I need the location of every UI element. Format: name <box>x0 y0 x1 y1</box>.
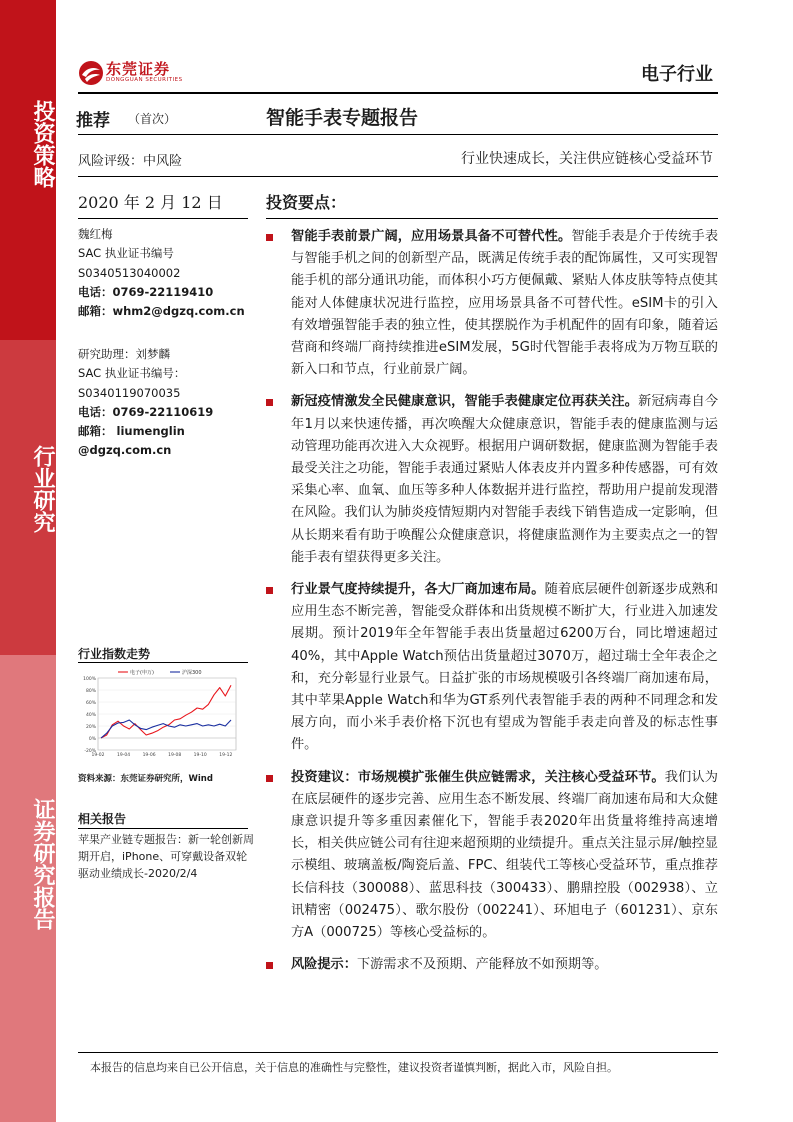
key-point-lead: 行业景气度持续提升，各大厂商加速布局。 <box>291 582 545 598</box>
assistant-cert-label: SAC 执业证书编号： <box>78 366 186 381</box>
chart-y-tick-label: 0% <box>88 736 96 742</box>
analyst-name: 魏红梅 <box>78 227 113 241</box>
chart-y-tick-label: 60% <box>85 700 96 706</box>
assistant-email: 邮箱： liumenglin <box>78 424 185 439</box>
assistant-name: 研究助理：刘梦麟 <box>78 347 170 361</box>
related-rule <box>78 828 248 829</box>
sidebar-label-strategy: 投资策略 <box>30 100 55 188</box>
key-point <box>266 954 718 976</box>
industry-label: 电子行业 <box>641 64 713 85</box>
sidebar-segment-industry <box>0 340 56 655</box>
logo-name-en: DONGGUAN SECURITIES <box>106 77 183 83</box>
chart-x-tick-label: 19-06 <box>142 753 156 758</box>
key-point-body: 新冠病毒自今年1月以来快速传播，再次唤醒大众健康意识，智能手表的健康监测与运动管理功能再次进入大众视野。根据用户调研数据，健康监测为智能手表最受关注之功能，智能手表通过紧贴人体表皮并内置多种传感器，可有效采集心率、血氧、血压等多种人体数据并进行监控，帮助用户提前发现潜在风险。我们认为肺炎疫情短期内对智能手表线下销售造成一定影响，但从长期来看有助于唤醒公众健康意识，将健康监测作为主要卖点之一的智能手表有望获得更多关注。 <box>291 394 719 565</box>
analyst-cert-no: S0340513040002 <box>78 265 181 280</box>
date-rule <box>78 218 248 219</box>
related-report: 苹果产业链专题报告：新一轮创新周期开启，iPhone、可穿戴设备双轮驱动业绩成长-2020/2/4 <box>78 833 254 880</box>
sidebar-segment-report <box>0 655 56 1122</box>
report-subtitle: 行业快速成长，关注供应链核心受益环节 <box>461 151 713 167</box>
key-point-body: 下游需求不及预期、产能释放不如预期等。 <box>356 957 608 973</box>
sidebar <box>0 0 56 1122</box>
bullet-square-icon <box>266 962 273 969</box>
chart-x-tick-label: 19-04 <box>117 753 131 758</box>
report-title: 智能手表专题报告 <box>266 107 419 129</box>
analyst-cert-label: SAC 执业证书编号 <box>78 246 174 261</box>
key-point-body: 我们认为在底层硬件的逐步完善、应用生态不断发展、终端厂商加速布局和大众健康意识提升等多重因素催化下，智能手表2020年出货量将维持高速增长，相关供应链公司有往迎来超预期的业绩提升。重点关注显示屏/触控显示模组、玻璃盖板/陶瓷后盖、FPC、组装代工等核心受益环节，重点推荐长信科技（300088）、蓝思科技（300433）、鹏鼎控股（002938）、立讯精密（002475）、歌尔股份（002241）、环旭电子（601231）、京东方A（000725）等核心受益标的。 <box>291 769 718 941</box>
key-points-title: 投资要点： <box>266 193 347 212</box>
disclaimer: 本报告的信息均来自已公开信息，关于信息的准确性与完整性，建议投资者谨慎判断，据此入市，风险自担。 <box>90 1061 618 1074</box>
analyst-email: 邮箱：whm2@dgzq.com.cn <box>78 304 245 319</box>
assistant-phone: 电话：0769-22110619 <box>78 404 214 419</box>
assistant-info <box>78 345 213 461</box>
key-point <box>266 767 718 945</box>
key-point-lead: 投资建议：市场规模扩张催生供应链需求，关注核心受益环节。 <box>291 769 665 785</box>
logo-name-cn: 东莞证券 <box>106 60 171 78</box>
index-chart-rule <box>78 662 248 663</box>
index-chart-heading: 行业指数走势 <box>78 647 151 661</box>
chart-source: 资料来源：东莞证券研究所，Wind <box>78 774 213 784</box>
chart-x-tick-label: 19-08 <box>168 753 182 758</box>
sidebar-label-industry: 行业研究 <box>30 445 55 533</box>
chart-y-tick-label: 40% <box>85 712 96 718</box>
chart-x-tick-label: 19-10 <box>193 753 207 758</box>
key-point-body: 智能手表是介于传统手表与智能手机之间的创新型产品，既满足传统手表的配饰属性，又可实现智能手机的部分通讯功能，而体积小巧方便佩戴、紧贴人体皮肤等特点使其能对人体健康状况进行监控，应用场景具备不可替代性。eSIM卡的引入有效增强智能手表的独立性，使其摆脱作为手机配件的固有印象，随着运营商和终端厂商持续推进eSIM发展，5G时代智能手表将成为万物互联的新入口和节点，行业前景广阔。 <box>291 229 719 378</box>
key-points <box>266 226 718 987</box>
chart-series-line <box>101 720 231 738</box>
recommendation-note: （首次） <box>128 112 177 126</box>
bullet-square-icon <box>266 587 273 594</box>
key-point-lead: 风险提示： <box>291 957 357 973</box>
chart-x-tick-label: 19-12 <box>219 753 233 758</box>
footer-rule <box>78 1052 718 1053</box>
subtitle-rule <box>78 176 718 177</box>
sidebar-segment-strategy <box>0 0 56 340</box>
header-rule <box>78 92 718 94</box>
risk-rating: 风险评级：中风险 <box>78 154 183 169</box>
sidebar-label-report: 证券研究报告 <box>30 798 55 930</box>
key-point <box>266 579 718 757</box>
chart-y-tick-label: 100% <box>83 676 96 682</box>
analyst-phone: 电话：0769-22119410 <box>78 284 214 299</box>
chart-y-tick-label: 20% <box>85 724 96 730</box>
recommendation: 推荐 <box>76 111 110 131</box>
key-points-rule <box>266 218 718 219</box>
index-chart-svg <box>78 666 241 766</box>
key-point <box>266 226 718 381</box>
chart-y-tick-label: 80% <box>85 688 96 694</box>
logo-emblem-icon <box>78 60 104 86</box>
key-point-body: 随着底层硬件创新逐步成熟和应用生态不断完善，智能受众群体和出货规模不断扩大，行业进入加速发展期。预计2019年全年智能手表出货量超过6200万台，同比增速超过40%，其中Apple Watch预估出货量超过3070万，超过瑞士全年表企之和，充分彰显行业景气。日益扩张的市场规模吸引各终端厂商加速布局，其中苹果Apple Watch和华为GT系列代表智能手表的两种不同理念和发展方向，而小米手表价格下沉也有望成为智能手表走向普及的标志性事件。 <box>291 582 719 753</box>
bullet-square-icon <box>266 775 273 782</box>
bullet-square-icon <box>266 234 273 241</box>
key-point-lead: 新冠疫情激发全民健康意识，智能手表健康定位再获关注。 <box>291 394 639 410</box>
chart-legend-label: 沪深300 <box>182 670 202 676</box>
chart-legend-label: 电子(申万) <box>130 670 154 676</box>
index-chart <box>78 666 241 766</box>
analyst-info <box>78 225 245 321</box>
bullet-square-icon <box>266 399 273 406</box>
title-rule <box>78 134 718 135</box>
report-date: 2020 年 2 月 12 日 <box>78 193 223 212</box>
related-heading: 相关报告 <box>78 812 127 826</box>
assistant-email-domain: @dgzq.com.cn <box>78 443 172 458</box>
key-point-lead: 智能手表前景广阔，应用场景具备不可替代性。 <box>291 229 572 244</box>
assistant-cert-no: S0340119070035 <box>78 385 181 400</box>
chart-series-line <box>101 685 231 738</box>
key-point <box>266 391 718 569</box>
chart-x-tick-label: 19-02 <box>91 753 105 758</box>
chart-y-tick-label: -20% <box>84 748 96 754</box>
